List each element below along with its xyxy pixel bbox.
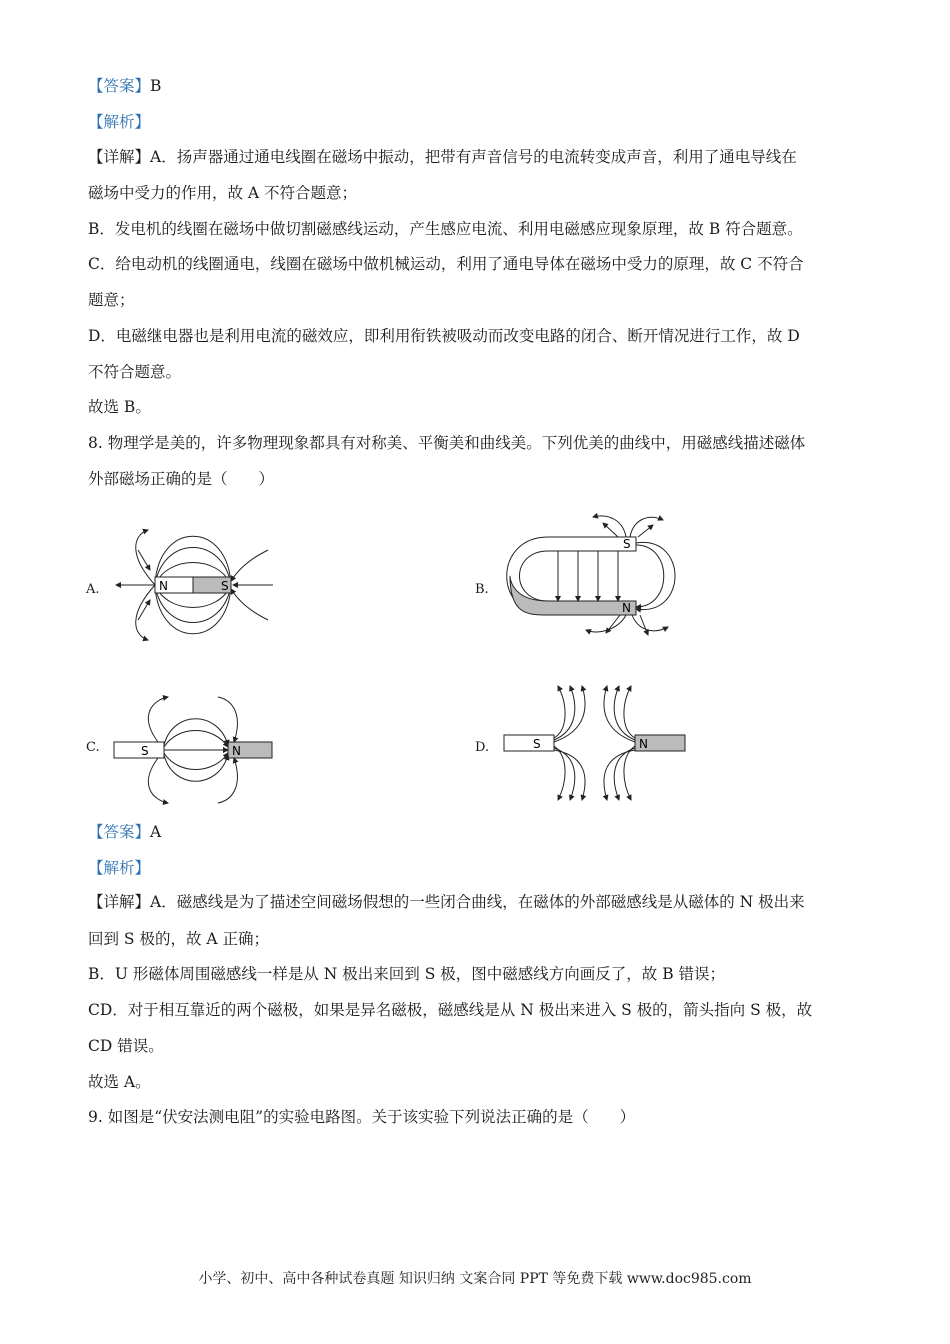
option-b-pole-top: S — [623, 537, 631, 551]
option-c-label: C. — [86, 740, 100, 755]
detail-line-5: 题意； — [88, 291, 135, 309]
detail2-line-1: 【详解】A．磁感线是为了描述空间磁场假想的一些闭合曲线，在磁体的外部磁感线是从磁体的 N 极出来 — [88, 893, 805, 911]
detail-line-6: D．电磁继电器也是利用电流的磁效应，即利用衔铁被吸动而改变电路的闭合、断开情况进行工作，故 D — [88, 327, 800, 345]
detail2-line-4: CD．对于相互靠近的两个磁极，如果是异名磁极，磁感线是从 N 极出来进入 S 极的，箭头指向 S 极，故 — [88, 1001, 813, 1019]
option-a-pole-right: S — [221, 579, 229, 593]
detail-line-1: 【详解】A．扬声器通过通电线圈在磁场中振动，把带有声音信号的电流转变成声音，利用了通电导线在 — [88, 148, 797, 166]
question-9-line-1: 9. 如图是“伏安法测电阻”的实验电路图。关于该实验下列说法正确的是（ ） — [88, 1108, 636, 1126]
question-8-line-1: 8. 物理学是美的，许多物理现象都具有对称美、平衡美和曲线美。下列优美的曲线中，用磁感线描述磁体 — [88, 434, 806, 452]
option-b-figure — [498, 505, 698, 645]
option-d-pole-right: N — [639, 737, 648, 751]
option-d-label: D. — [475, 740, 490, 755]
detail-line-4: C．给电动机的线圈通电，线圈在磁场中做机械运动，利用了通电导体在磁场中受力的原理，故 C 不符合 — [88, 255, 804, 273]
detail2-line-6: 故选 A。 — [88, 1073, 151, 1091]
detail2-line-3: B．U 形磁体周围磁感线一样是从 N 极出来回到 S 极，图中磁感线方向画反了，故 B 错误； — [88, 965, 726, 983]
detail-line-8: 故选 B。 — [88, 398, 151, 416]
detail-line-7: 不符合题意。 — [88, 363, 182, 381]
question-8-line-2: 外部磁场正确的是（ ） — [88, 470, 275, 488]
option-c-pole-left: S — [141, 744, 149, 758]
analysis-label-2: 【解析】 — [88, 859, 151, 877]
detail2-line-2: 回到 S 极的，故 A 正确； — [88, 930, 270, 948]
answer-line-2: 【答案】A — [88, 823, 162, 841]
option-a-pole-left: N — [159, 579, 168, 593]
analysis-label-1: 【解析】 — [88, 113, 151, 131]
answer-line-1: 【答案】B — [88, 77, 162, 95]
option-c-figure — [108, 695, 278, 805]
detail-line-2: 磁场中受力的作用，故 A 不符合题意； — [88, 184, 358, 202]
option-a-label: A. — [86, 582, 100, 597]
detail-line-3: B．发电机的线圈在磁场中做切割磁感线运动，产生感应电流、利用电磁感应现象原理，故 B 符合题意。 — [88, 220, 803, 238]
option-d-figure — [498, 680, 693, 805]
option-b-label: B. — [475, 582, 489, 597]
option-c-pole-right: N — [232, 744, 241, 758]
option-b-pole-bottom: N — [622, 601, 631, 615]
option-a-figure — [108, 515, 278, 655]
page-footer: 小学、初中、高中各种试卷真题 知识归纳 文案合同 PPT 等免费下载 www.doc985.com — [198, 1271, 752, 1287]
detail2-line-5: CD 错误。 — [88, 1037, 164, 1055]
option-d-pole-left: S — [533, 737, 541, 751]
